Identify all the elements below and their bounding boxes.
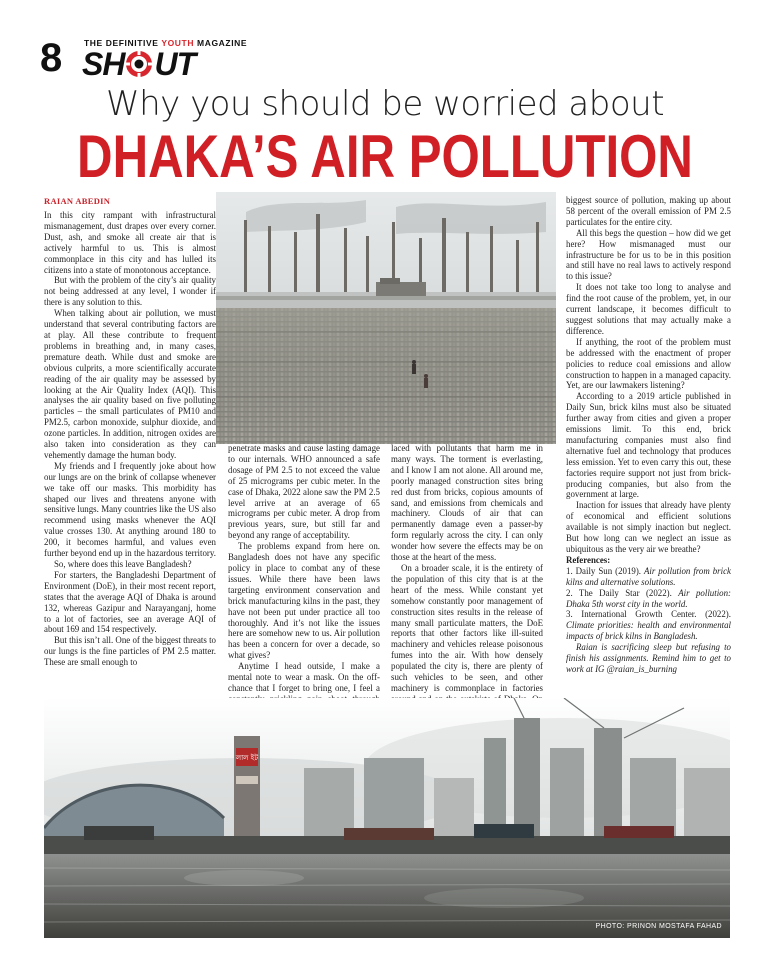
paragraph: My friends and I frequently joke about how our lungs are on the brink of collapse whenever we take off our masks. This morbidity has shaped our lives and threatens anyone with sensitive lungs. Many countries like the US also recommend using masks whenever the AQI value crosses 130. At anything around 180 to 200, it becomes harmful, and values even further beyond end up in the hazardous territory. xyxy=(44,460,216,559)
page-number: 8 xyxy=(40,36,63,80)
reference-item xyxy=(566,609,731,642)
photo-credit: PHOTO: PRINON MOSTAFA FAHAD xyxy=(595,923,722,930)
paragraph: When talking about air pollution, we must understand that several contributing factors are at play. All these contribute to frequent problems in breathing and, in many cases, premature death. While dust and smoke are obvious culprits, a more scientifically accurate reading of the air quality may be assessed by looking at the Air Quality Index (AQI). This analyses the air quality based on five polluting particles – the small particulates of PM10 and PM2.5, carbon monoxide, sulphur dioxide, and ozone particles. In addition, nitrogen oxides are also taken into consideration as they can vehemently damage the human body. xyxy=(44,308,216,460)
paragraph: It does not take too long to analyse and find the root cause of the problem, yet, in our current landscape, it becomes difficult to suggest solutions that may actually make a difference. xyxy=(566,282,731,336)
logo-o-icon xyxy=(125,50,153,78)
article-column-2 xyxy=(228,443,380,727)
reference-source: 3. International Growth Center. (2022). xyxy=(566,609,731,620)
references-heading: References: xyxy=(566,554,611,565)
author-note: Raian is sacrificing sleep but refusing to finish his assignments. Remind him to get to work at IG @raian_is_burning xyxy=(566,642,731,674)
logo-text: SH xyxy=(82,46,125,82)
paragraph: The problems expand from here on. Bangladesh does not have any specific policy in place to combat any of these issues. While there have been laws targeting environment conservation and brick manufacturing kilns in the past, they have not been put under practice all too thoroughly. And it’s not like the issues here are somehow new to us. Air pollution has been a concern for over a decade, so what gives? xyxy=(228,541,380,661)
headline-main: DHAKA’S AIR POLLUTION xyxy=(77,123,693,190)
article-column-3 xyxy=(391,443,543,727)
paragraph: So, where does this leave Bangladesh? xyxy=(54,559,192,569)
reference-source: 2. The Daily Star (2022). xyxy=(566,587,672,598)
references xyxy=(566,555,731,642)
tagline-prefix: THE DEFINITIVE xyxy=(84,38,159,48)
reference-title: Air pollution: Dhaka 5th worst city in the world. xyxy=(566,587,732,609)
paragraph: Inaction for issues that already have plenty of economical and efficient solutions available is not simply inaction but neglect. But how long can we neglect an issue as ubiquitous as the very air we breathe? xyxy=(566,500,731,554)
paragraph: But this isn’t all. One of the biggest threats to our lungs is the fine particles of PM 2.5 matter. These are small enough to xyxy=(44,635,216,668)
paragraph: On a broader scale, it is the entirety of the population of this city that is at the heart of the mess. While constant yet somehow constantly poor management of construction sites results in the release of many small particulate matters, the DoE reports that other factors like ill-suited machinery and vehicles release poisonous fumes into the air. With how densely populated the city is, there are plenty of such vehicles to be seen, and other machinery is commonplace in factories xyxy=(391,562,543,693)
reference-title: Climate priorities: health and environmental impacts of brick kilns in Bangladesh. xyxy=(566,620,731,642)
paragraph: According to a 2019 article published in Daily Sun, brick kilns must also be situated further away from cities and given a proper emissions limit. To this end, brick manufacturing companies must also find alternative fuel and technology that produces less emission. Yet to even carry this out, these factories require support not just from brick-producing companies, but also from the government at large. xyxy=(566,391,731,500)
paragraph: penetrate masks and cause lasting damage to our internals. WHO announced a safe dosage of PM 2.5 to not exceed the value of 25 micrograms per cubic meter. In the case of Dhaka, 2022 alone saw the PM 2.5 level arrive at an average of 65 micrograms per cubic meter. A drop from previous years, sure, but still far and beyond any range of acceptability. xyxy=(228,443,380,541)
reference-source: 1. Daily Sun (2019). xyxy=(566,565,641,576)
paragraph: biggest source of pollution, making up about 58 percent of the overall emission of PM 2.5 particulates for the entire city. xyxy=(566,195,731,227)
factory-river-photo xyxy=(44,698,730,938)
reference-item xyxy=(566,566,731,588)
logo-text-end: UT xyxy=(154,46,196,82)
byline: RAIAN ABEDIN xyxy=(44,196,111,206)
article-column-4 xyxy=(566,195,731,675)
kiln-sign-text: লাল ইট xyxy=(235,754,259,762)
paragraph: If anything, the root of the problem must be addressed with the enactment of proper policies to reduce coal emissions and allow construction to happen in a managed capacity. Yet, are our lawmakers listening? xyxy=(566,336,731,391)
paragraph: laced with pollutants that harm me in many ways. The torment is everlasting, and I know I am not alone. All around me, poorly managed construction sites bring red dust from bricks, copious amounts of sand, and emissions from chemicals and machinery. Clouds of air that can permanently damage even a passer-by form regularly across the city. I can only wonder how severe the effects may be on those at the heart of the mess. xyxy=(391,443,543,563)
paragraph: All this begs the question – how did we get here? How mismanaged must our infrastructure be for us to be in this position and still have no real laws to actively respond to this issue? xyxy=(566,227,731,282)
paragraph: In this city rampant with infrastructural mismanagement, dust drapes over every corner. Dust, ash, and smoke all create air that is actively harmful to us. This is almost commonplace in this city and has lulled its citizens into a state of monotonous acceptance. xyxy=(44,210,216,275)
reference-title: Air pollution from brick kilns and alternative solutions. xyxy=(566,565,731,587)
article-column-1 xyxy=(44,210,216,668)
tagline-highlight: YOUTH xyxy=(161,38,195,48)
paragraph: Anytime I head outside, I make a mental note to wear a mask. On the off-chance that I forget to bring one, I feel a xyxy=(228,661,380,693)
reference-item xyxy=(566,588,731,610)
paragraph: For starters, the Bangladeshi Department of Environment (DoE), in their most recent report, states that the average AQI of Dhaka is around 132, whereas Gazipur and Narayanganj, home to a lot of factories, see an average AQI of about 169 and 154 respectively. xyxy=(44,569,216,635)
headline-kicker: Why you should be worried about xyxy=(105,84,665,124)
brick-kiln-photo xyxy=(216,192,556,444)
tagline-suffix: MAGAZINE xyxy=(197,38,248,48)
paragraph: But with the problem of the city’s air quality not being addressed at any level, I wonder if there is any solution to this. xyxy=(44,275,216,308)
shout-logo xyxy=(82,48,195,80)
